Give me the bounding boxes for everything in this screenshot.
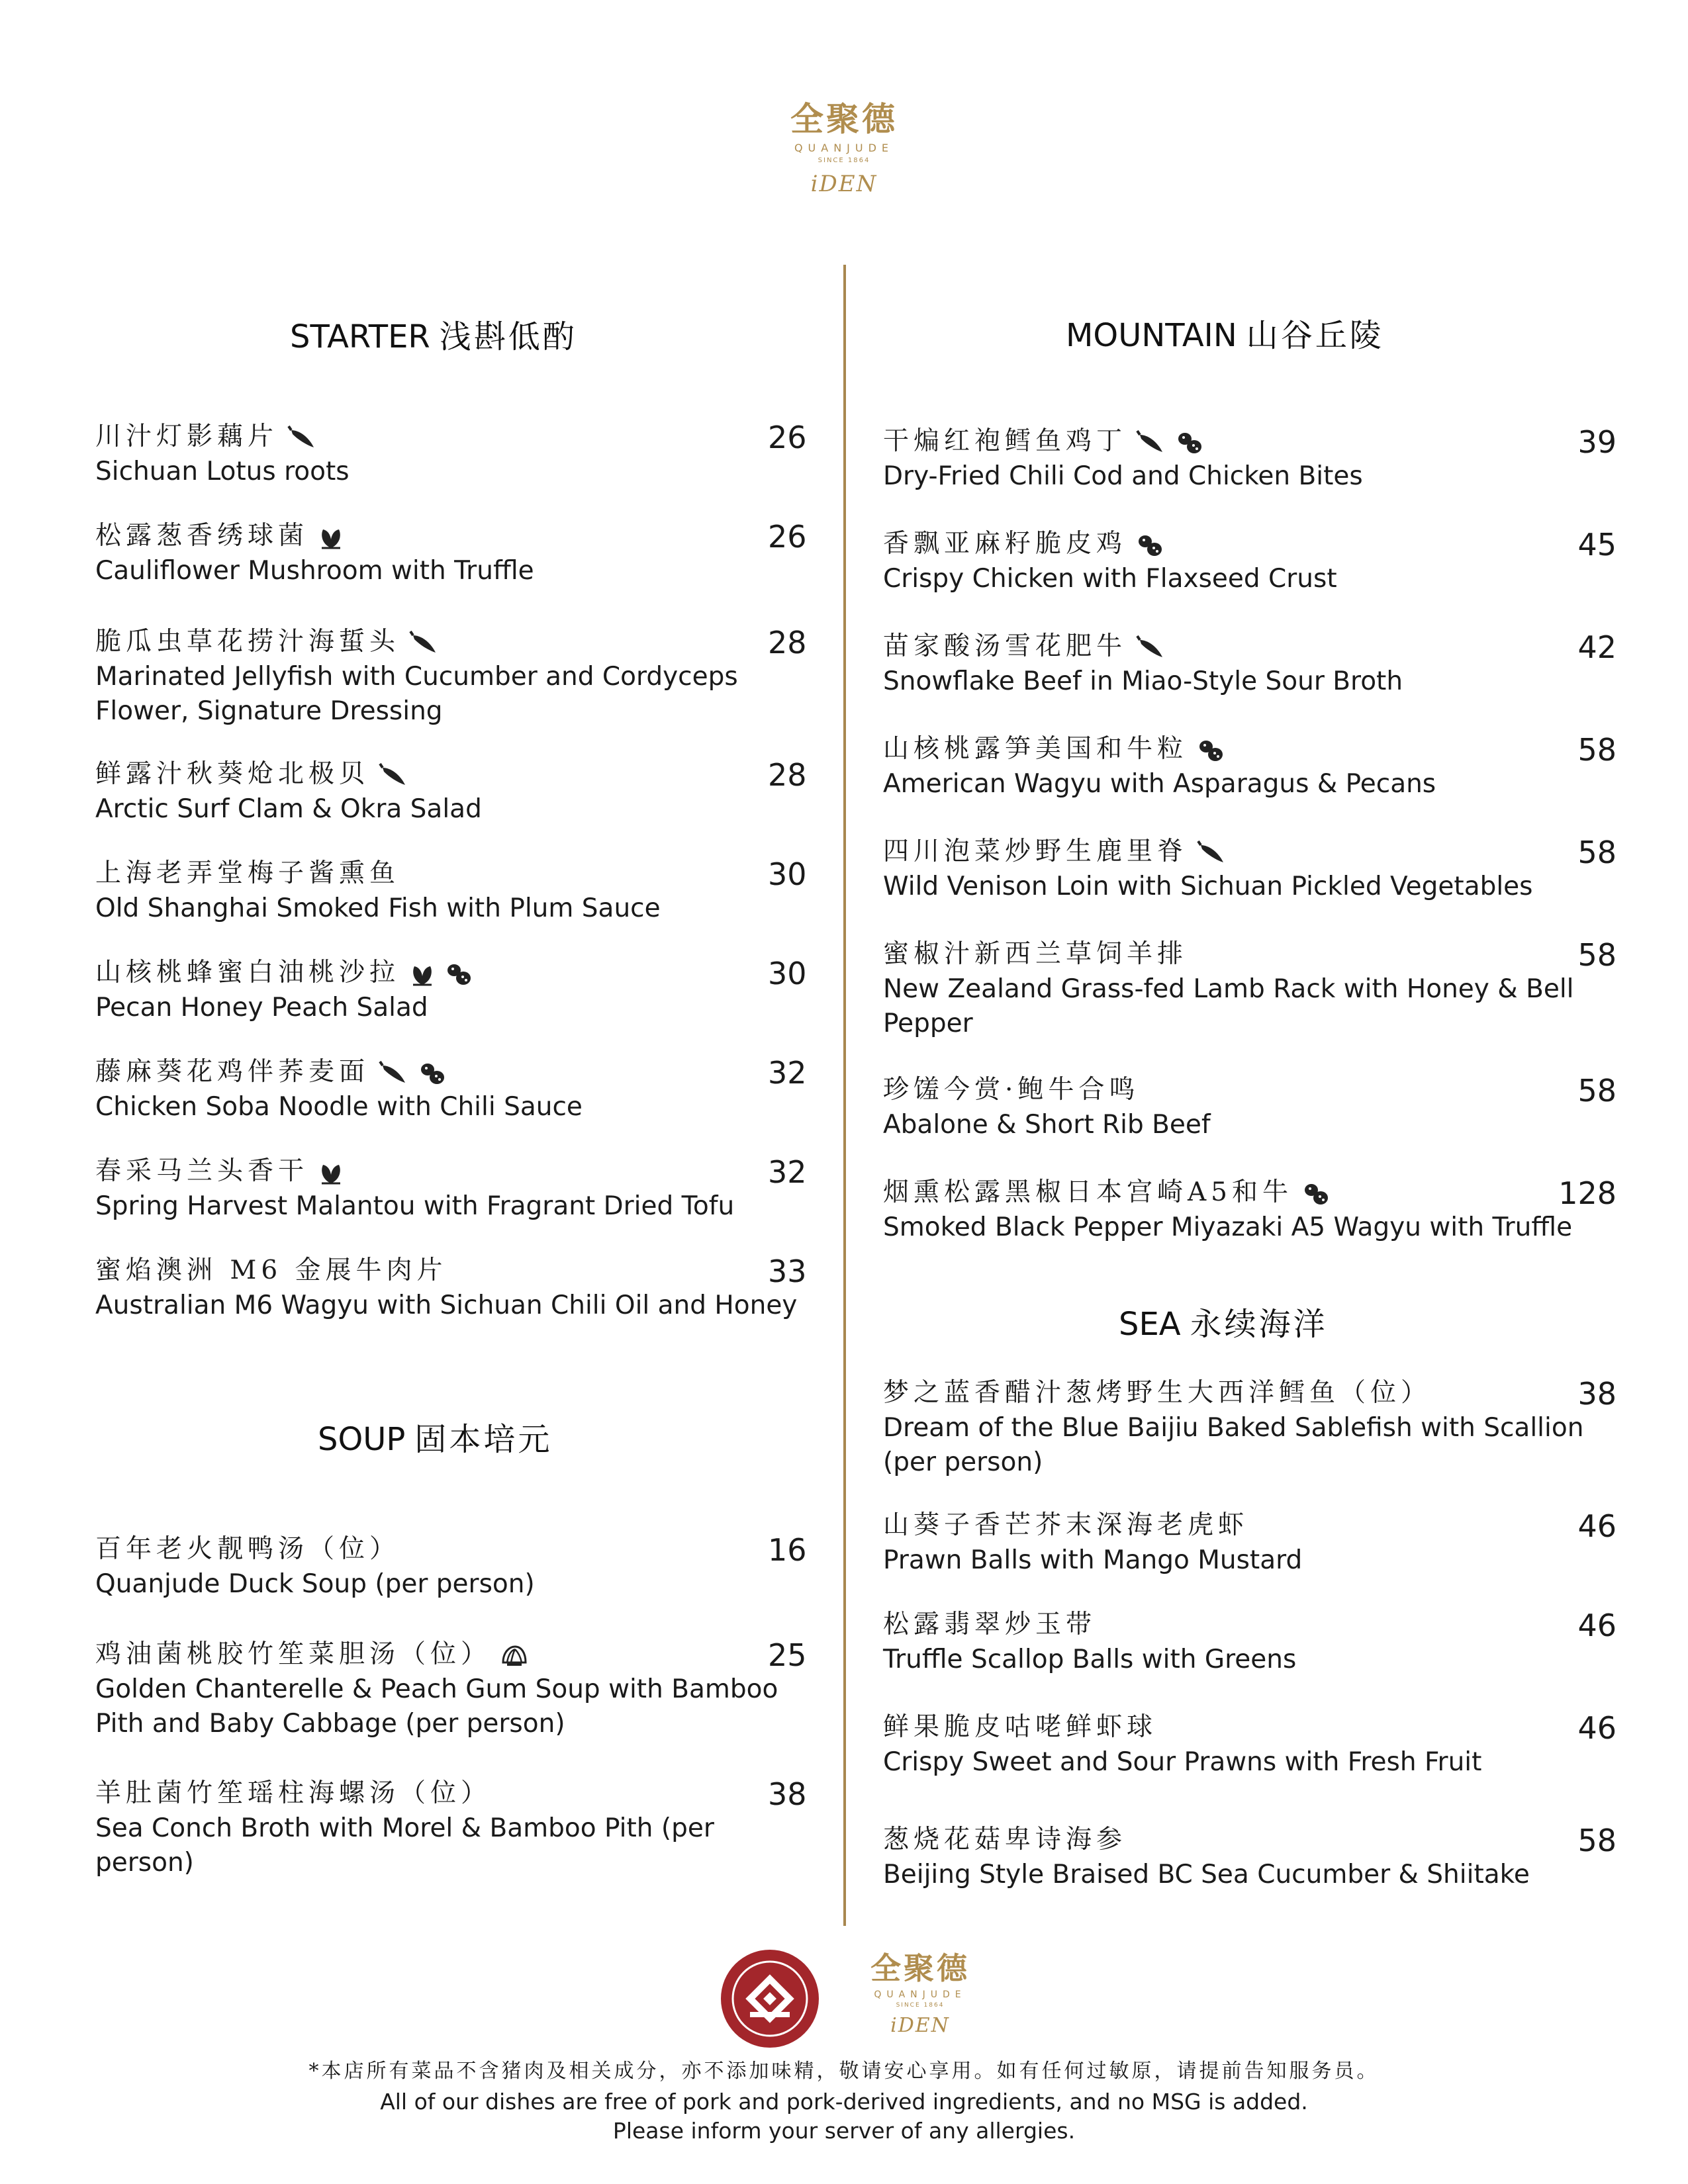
leaf-icon xyxy=(409,961,436,987)
shellfish-icon xyxy=(500,1643,528,1669)
item-name-cn: 藤麻葵花鸡伴荞麦面 xyxy=(95,1057,370,1087)
footer-note xyxy=(0,2054,1688,2146)
item-price: 128 xyxy=(1558,1175,1617,1211)
menu-item xyxy=(883,1376,1617,1480)
item-name-cn: 珍馐今赏·鲍牛合鸣 xyxy=(883,1075,1140,1105)
menu-item xyxy=(883,937,1617,1041)
heritage-seal-logo xyxy=(720,1948,820,2049)
menu-item xyxy=(883,1508,1617,1578)
menu-item xyxy=(883,1073,1617,1142)
item-name-cn: 鲜果脆皮咕咾鲜虾球 xyxy=(883,1712,1158,1742)
item-name-en: Abalone & Short Rib Beef xyxy=(883,1110,1211,1140)
item-name-en: Sichuan Lotus roots xyxy=(95,457,350,486)
peanut-icon xyxy=(1176,430,1205,456)
peanut-icon xyxy=(418,1060,447,1087)
item-name-en: Wild Venison Loin with Sichuan Pickled Vegetables xyxy=(883,872,1533,901)
section-title-mountain xyxy=(1066,310,1384,355)
item-name-cn: 山葵子香芒芥末深海老虎虾 xyxy=(883,1510,1249,1540)
item-name-cn: 鸡油菌桃胶竹笙菜胆汤（位） xyxy=(95,1639,492,1669)
item-price: 42 xyxy=(1577,629,1617,665)
item-price: 28 xyxy=(768,625,807,660)
item-name-cn: 葱烧花菇卑诗海参 xyxy=(883,1825,1127,1854)
item-price: 39 xyxy=(1577,424,1617,460)
peanut-icon xyxy=(445,961,474,987)
menu-item xyxy=(95,1254,810,1323)
chili-pepper-icon xyxy=(409,630,440,657)
section-title-cn: 山谷丘陵 xyxy=(1246,317,1384,354)
item-name-cn: 四川泡菜炒野生鹿里脊 xyxy=(883,837,1188,866)
menu-item xyxy=(883,1823,1617,1892)
item-price: 26 xyxy=(768,420,807,455)
menu-item xyxy=(883,1175,1617,1245)
item-price: 26 xyxy=(768,519,807,555)
peanut-icon xyxy=(1136,532,1165,559)
menu-item xyxy=(95,758,810,827)
item-price: 30 xyxy=(768,856,807,892)
item-name-cn: 鲜露汁秋葵炝北极贝 xyxy=(95,759,370,789)
item-name-cn: 松露葱香绣球菌 xyxy=(95,521,309,551)
item-name-cn: 春采马兰头香干 xyxy=(95,1156,309,1186)
menu-item xyxy=(95,520,810,588)
item-name-en: Australian M6 Wagyu with Sichuan Chili Oil and Honey xyxy=(95,1291,798,1320)
item-price: 32 xyxy=(768,1055,807,1091)
chili-pepper-icon xyxy=(1136,430,1166,456)
menu-item xyxy=(95,956,810,1025)
logo-name-cn: 全聚德 xyxy=(790,99,898,138)
column-divider xyxy=(843,265,846,1926)
item-name-cn: 上海老弄堂梅子酱熏鱼 xyxy=(95,858,400,888)
item-name-cn: 烟熏松露黑椒日本宫崎A5和牛 xyxy=(883,1177,1293,1207)
section-title-cn: 永续海洋 xyxy=(1190,1306,1328,1343)
menu-item xyxy=(95,1056,810,1124)
logo-name-cn: 全聚德 xyxy=(870,1950,970,1986)
item-name-en: Crispy Sweet and Sour Prawns with Fresh Fruit xyxy=(883,1747,1482,1777)
menu-item xyxy=(883,527,1617,596)
item-name-en: Smoked Black Pepper Miyazaki A5 Wagyu with Truffle xyxy=(883,1212,1573,1242)
item-name-en: Quanjude Duck Soup (per person) xyxy=(95,1569,535,1599)
menu-item xyxy=(883,1710,1617,1780)
section-title-sea xyxy=(1119,1298,1328,1344)
item-price: 38 xyxy=(768,1776,807,1812)
item-name-en: Snowflake Beef in Miao-Style Sour Broth xyxy=(883,666,1403,696)
item-name-cn: 松露翡翠炒玉带 xyxy=(883,1610,1097,1639)
logo-tag: iDEN xyxy=(890,2014,950,2037)
section-title-soup xyxy=(318,1414,552,1459)
item-price: 28 xyxy=(768,757,807,793)
item-name-cn: 羊肚菌竹笙瑶柱海螺汤（位） xyxy=(95,1778,492,1808)
menu-item xyxy=(95,1638,810,1741)
logo-since: SINCE 1864 xyxy=(896,2002,945,2009)
item-name-cn: 蜜焰澳洲 M6 金展牛肉片 xyxy=(95,1255,447,1285)
item-price: 38 xyxy=(1577,1376,1617,1412)
item-name-cn: 脆瓜虫草花捞汁海蜇头 xyxy=(95,627,400,657)
section-title-en: STARTER xyxy=(290,318,430,355)
chili-pepper-icon xyxy=(1197,840,1227,866)
menu-item xyxy=(883,1608,1617,1677)
item-name-en: Spring Harvest Malantou with Fragrant Dried Tofu xyxy=(95,1191,735,1221)
item-price: 25 xyxy=(768,1637,807,1673)
item-name-en: Truffle Scallop Balls with Greens xyxy=(883,1645,1297,1674)
menu-item xyxy=(883,629,1617,699)
peanut-icon xyxy=(1197,737,1226,764)
menu-item xyxy=(95,1155,810,1224)
menu-item xyxy=(883,835,1617,904)
item-price: 46 xyxy=(1577,1608,1617,1643)
footer-note-en-line-2: Please inform your server of any allergies. xyxy=(612,2118,1076,2144)
leaf-icon xyxy=(318,524,344,551)
menu-item xyxy=(883,424,1617,494)
item-price: 45 xyxy=(1577,527,1617,563)
footer-note-en-line-1: All of our dishes are free of pork and pork-derived ingredients, and no MSG is added. xyxy=(380,2089,1308,2115)
item-price: 58 xyxy=(1577,732,1617,768)
item-name-cn: 香飘亚麻籽脆皮鸡 xyxy=(883,529,1127,559)
section-title-starter xyxy=(290,311,577,357)
bottom-logo xyxy=(861,1944,980,2037)
chili-pepper-icon xyxy=(379,1060,409,1087)
section-title-en: MOUNTAIN xyxy=(1066,317,1237,354)
section-title-cn: 固本培元 xyxy=(414,1421,553,1458)
peanut-icon xyxy=(1302,1181,1331,1207)
item-price: 46 xyxy=(1577,1710,1617,1746)
item-price: 58 xyxy=(1577,1073,1617,1109)
item-name-en: Dry-Fried Chili Cod and Chicken Bites xyxy=(883,461,1363,491)
item-name-en: Pecan Honey Peach Salad xyxy=(95,993,428,1023)
top-logo xyxy=(778,93,910,197)
chili-pepper-icon xyxy=(287,425,318,451)
logo-name-en: QUANJUDE xyxy=(874,1989,966,2000)
item-name-en: Sea Conch Broth with Morel & Bamboo Pith (per person) xyxy=(95,1813,714,1878)
item-name-en: Cauliflower Mushroom with Truffle xyxy=(95,556,534,586)
item-name-en: Marinated Jellyfish with Cucumber and Cordyceps Flower, Signature Dressing xyxy=(95,662,738,726)
item-price: 58 xyxy=(1577,1823,1617,1858)
item-name-en: Golden Chanterelle & Peach Gum Soup with Bamboo Pith and Baby Cabbage (per person) xyxy=(95,1674,778,1739)
chili-pepper-icon xyxy=(379,762,409,789)
item-name-cn: 山核桃露笋美国和牛粒 xyxy=(883,734,1188,764)
item-price: 32 xyxy=(768,1154,807,1190)
item-name-en: New Zealand Grass-fed Lamb Rack with Honey & Bell Pepper xyxy=(883,974,1574,1038)
section-title-en: SOUP xyxy=(318,1421,406,1458)
item-name-cn: 川汁灯影藕片 xyxy=(95,422,279,451)
menu-item xyxy=(95,857,810,926)
logo-name-en: QUANJUDE xyxy=(794,142,894,154)
item-name-en: Old Shanghai Smoked Fish with Plum Sauce xyxy=(95,893,661,923)
item-name-en: Dream of the Blue Baijiu Baked Sablefish with Scallion (per person) xyxy=(883,1413,1584,1477)
menu-item xyxy=(95,420,810,489)
item-name-cn: 梦之蓝香醋汁葱烤野生大西洋鳕鱼（位） xyxy=(883,1378,1432,1408)
item-name-cn: 百年老火靓鸭汤（位） xyxy=(95,1534,400,1564)
menu-item xyxy=(95,625,810,729)
logo-since: SINCE 1864 xyxy=(818,157,870,164)
item-name-en: Arctic Surf Clam & Okra Salad xyxy=(95,794,482,824)
menu-item xyxy=(95,1777,810,1880)
item-price: 58 xyxy=(1577,835,1617,870)
item-name-cn: 苗家酸汤雪花肥牛 xyxy=(883,631,1127,661)
section-title-cn: 浅斟低酌 xyxy=(439,318,577,355)
item-name-cn: 干煸红袍鳕鱼鸡丁 xyxy=(883,426,1127,456)
item-name-cn: 山核桃蜂蜜白油桃沙拉 xyxy=(95,958,400,987)
item-name-en: Chicken Soba Noodle with Chili Sauce xyxy=(95,1092,583,1122)
item-name-cn: 蜜椒汁新西兰草饲羊排 xyxy=(883,939,1188,969)
item-price: 46 xyxy=(1577,1508,1617,1544)
item-price: 16 xyxy=(768,1532,807,1568)
item-name-en: Beijing Style Braised BC Sea Cucumber & Shiitake xyxy=(883,1860,1530,1889)
item-name-en: Crispy Chicken with Flaxseed Crust xyxy=(883,564,1337,594)
chili-pepper-icon xyxy=(1136,635,1166,661)
logo-tag: iDEN xyxy=(810,171,878,197)
section-title-en: SEA xyxy=(1119,1306,1181,1343)
menu-item xyxy=(95,1533,810,1602)
item-name-en: Prawn Balls with Mango Mustard xyxy=(883,1545,1303,1575)
item-price: 33 xyxy=(768,1253,807,1289)
footer-note-cn: *本店所有菜品不含猪肉及相关成分，亦不添加味精，敬请安心享用。如有任何过敏原，请提前告知服务员。 xyxy=(308,2060,1380,2083)
item-name-en: American Wagyu with Asparagus & Pecans xyxy=(883,769,1436,799)
item-price: 30 xyxy=(768,956,807,991)
leaf-icon xyxy=(318,1160,344,1186)
menu-item xyxy=(883,732,1617,801)
item-price: 58 xyxy=(1577,937,1617,973)
